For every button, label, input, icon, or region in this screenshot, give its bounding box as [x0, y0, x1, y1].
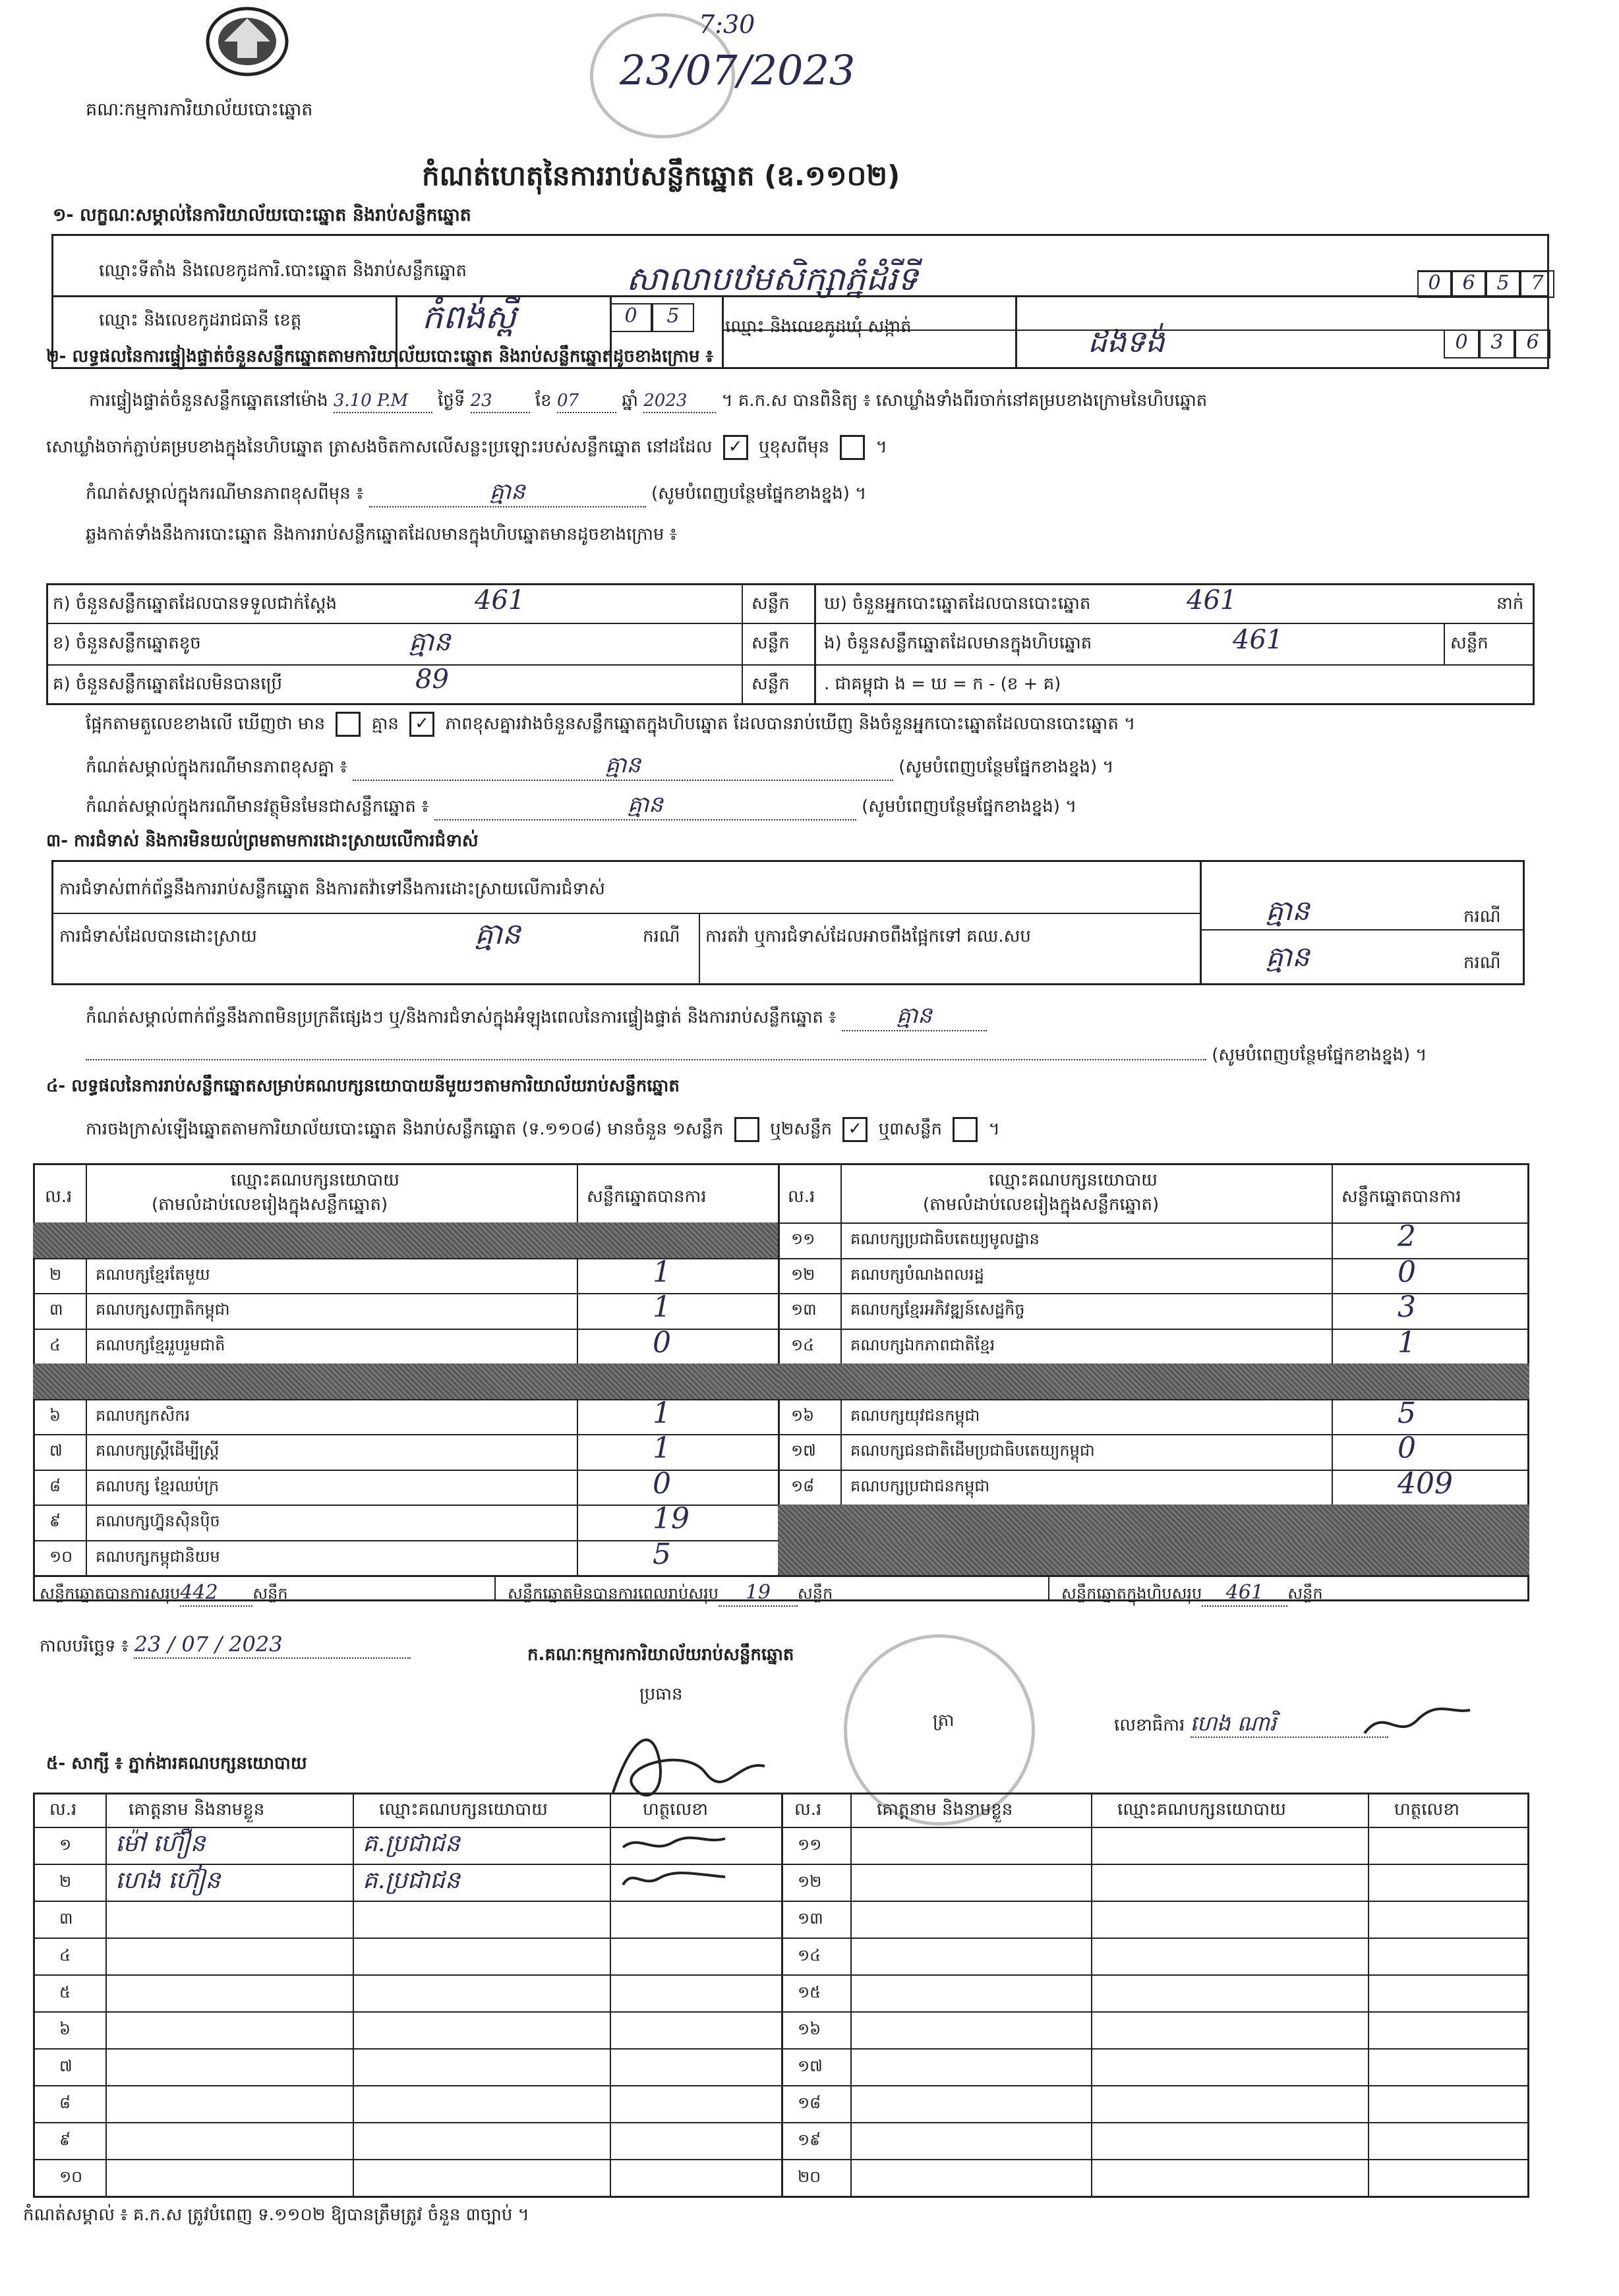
results-row-no: ៨: [49, 1476, 61, 1495]
verification-time-label: ការផ្ទៀងផ្ទាត់ចំនួនសន្លឹកឆ្នោតនៅម៉ោង: [89, 391, 328, 411]
section5-title: ៥- សាក្សី ៖ ភ្នាក់ងារគណបក្សនយោបាយ: [46, 1754, 307, 1773]
results-row-no: ៧: [49, 1441, 63, 1460]
results-row-no: ១៣: [791, 1300, 817, 1319]
verification-statement: ។ គ.ក.ស បានពិនិត្យ ៖ សោឃ្លាំងទាំងពីរចាក់នៅគម្របខាងក្រោមនៃហិបឆ្នោត: [721, 391, 1208, 411]
results-row-divider: [778, 1434, 1529, 1435]
witness-row-no-right: ១៧: [798, 2057, 823, 2075]
witness-row-no-right: ១៨: [798, 2094, 821, 2112]
results-row-votes: 3: [1398, 1290, 1416, 1324]
difference-line: [86, 712, 1135, 737]
commune-value: ដងទង់: [1088, 324, 1165, 359]
witness-party: គ.ប្រជាជន: [363, 1867, 460, 1894]
total-valid-value: 442: [180, 1580, 252, 1607]
commune-code-digit: 6: [1515, 330, 1550, 359]
results-row-votes: 19: [653, 1502, 690, 1535]
month-label: ខែ: [535, 391, 552, 411]
witness-row-divider: [33, 2122, 1529, 2123]
one-sheet-checkbox[interactable]: [734, 1117, 759, 1142]
secretary-value: ហេង ណារិ: [1191, 1710, 1388, 1738]
results-col-party2-left: (តាមលំដាប់លេខរៀងក្នុងសន្លឹកឆ្នោត): [152, 1195, 388, 1215]
results-row-votes: 1: [653, 1255, 671, 1289]
results-col-party-right: ឈ្មោះគណបក្សនយោបាយ: [989, 1170, 1158, 1190]
witness-row-no-right: ១១: [798, 1835, 822, 1854]
results-row-divider: [778, 1329, 1529, 1330]
unused-label: គ) ចំនួនសន្លឹកឆ្នោតដែលមិនបានប្រើ: [53, 674, 282, 694]
in-box-label: ង) ចំនួនសន្លឹកឆ្នោតដែលមានក្នុងហិបឆ្នោត: [824, 633, 1092, 653]
witness-col-sign-left: ហត្ថលេខា: [643, 1800, 709, 1820]
witness-party: គ.ប្រជាជន: [363, 1830, 460, 1857]
note2-label: កំណត់សម្គាល់ក្នុងករណីមានវត្ថុមិនមែនជាសន្លឹកឆ្នោត ៖: [86, 797, 429, 817]
witness-col-no-left: ល.រ: [49, 1800, 77, 1820]
form-title: កំណត់ហេតុនៃការរាប់សន្លឹកឆ្នោត (ឧ.១១០២): [422, 159, 900, 192]
two-sheets-checkbox[interactable]: ✓: [842, 1117, 868, 1142]
witness-name: ហេង ហ៊ៀន: [115, 1867, 221, 1894]
results-row-shaded: [778, 1363, 1529, 1399]
witness-row-divider: [33, 1937, 1529, 1939]
unchanged-checkbox[interactable]: ✓: [723, 435, 748, 460]
secretary: [1114, 1710, 1388, 1738]
has-difference-checkbox[interactable]: [336, 712, 361, 737]
unused-unit: សន្លឹក: [751, 674, 790, 694]
results-row-no: ១០: [49, 1547, 73, 1566]
results-row-divider: [778, 1399, 1529, 1400]
results-row-divider: [33, 1575, 778, 1576]
received-value: 461: [475, 585, 525, 616]
irregularity-label: កំណត់សម្គាល់ពាក់ព័ន្ធនឹងភាពមិនប្រក្រតីផ្សេងៗ ឬ/និងការជំទាស់ក្នុងអំឡុងពេលនៃការផ្ទៀងផ្ទាត់ និងការរាប់សន្លឹកឆ្នោត ៖: [86, 1008, 837, 1027]
unused-value: 89: [415, 664, 449, 695]
total-valid: [40, 1580, 288, 1607]
province-code-digit: 5: [652, 303, 694, 332]
witness-signature-2: [620, 1865, 732, 1894]
irregularity-note: [86, 1002, 987, 1031]
witness-row-no-right: ២០: [798, 2167, 821, 2186]
spoiled-unit: សន្លឹក: [751, 633, 790, 653]
results-row-no: ២: [49, 1265, 62, 1284]
results-row-shaded: [778, 1540, 1529, 1576]
results-row-party: គណបក្សជនជាតិដើមប្រជាធិបតេយ្យកម្ពុជា: [850, 1441, 1095, 1460]
complaints-row1: ការជំទាស់ពាក់ព័ន្ធនឹងការរាប់សន្លឹកឆ្នោត និងការតវ៉ាទៅនឹងការដោះស្រាយលើការជំទាស់: [59, 879, 605, 899]
note1-end: (សូមបំពេញបន្ថែមផ្នែកខាងខ្នង) ។: [898, 757, 1114, 777]
changed-checkbox[interactable]: [840, 435, 865, 460]
complaints-top-value: គ្មាន: [1266, 894, 1310, 927]
three-sheets-label: ឬ៣សន្លឹក: [878, 1119, 943, 1139]
location-value: សាលាបឋមសិក្សាភ្នំដំរីទី: [626, 260, 918, 298]
irregularity-end-line: [86, 1045, 1427, 1066]
results-col-party2-right: (តាមលំដាប់លេខរៀងក្នុងសន្លឹកឆ្នោត): [923, 1195, 1160, 1215]
total-in-box-label: សន្លឹកឆ្នោតក្នុងហិបសរុប: [1061, 1584, 1202, 1603]
results-row-party: គណបក្សស្ត្រីដើម្បីស្ត្រី: [96, 1441, 220, 1460]
results-row-party: គណបក្សខ្មែររួបរួមជាតិ: [96, 1335, 225, 1354]
complaints-top-unit: ករណី: [1463, 907, 1501, 927]
results-row-divider: [778, 1293, 1529, 1294]
emblem-logo: [204, 5, 290, 78]
report-date: [40, 1631, 411, 1659]
witness-signature-1: [620, 1831, 732, 1860]
committee-title: ក.គណៈកម្មការការិយាល័យរាប់សន្លឹកឆ្នោត: [527, 1645, 794, 1665]
change-note-value: គ្មាន: [369, 478, 646, 507]
chair-label: ប្រធាន: [639, 1684, 683, 1704]
witness-row-no: ៩: [59, 2131, 71, 2149]
results-row-party: គណបក្សខ្មែរតែមួយ: [96, 1265, 210, 1284]
formula-label: . ជាគម្ពុជា ង = ឃ = ក - (ខ + គ): [824, 674, 1061, 694]
results-row-votes: 5: [653, 1537, 671, 1571]
code-digit: 7: [1520, 270, 1554, 298]
witness-row-divider: [33, 1864, 1529, 1865]
results-row-votes: 409: [1398, 1466, 1453, 1501]
results-row-divider: [778, 1258, 1529, 1259]
witness-row-divider: [33, 2085, 1529, 2086]
resolved-label: ការជំទាស់ដែលបានដោះស្រាយ: [59, 927, 257, 946]
total-valid-label: សន្លឹកឆ្នោតបានការសរុប: [40, 1584, 181, 1603]
no-difference-checkbox[interactable]: ✓: [409, 712, 434, 737]
results-row-party: គណបក្សបំណងពលរដ្ឋ: [850, 1265, 984, 1284]
results-col-votes-right: សន្លឹកឆ្នោតបានការ: [1341, 1187, 1461, 1207]
in-box-value: 461: [1233, 625, 1283, 655]
verification-line: [89, 390, 1207, 413]
results-row-no: ៦: [49, 1406, 61, 1425]
results-row-no: ១៤: [791, 1335, 815, 1354]
note1-value: គ្មាន: [353, 751, 893, 781]
results-row-no: ១៨: [791, 1476, 815, 1495]
results-col-no-right: ល.រ: [788, 1187, 815, 1207]
results-row-votes: 5: [1398, 1396, 1416, 1430]
tally-sheet-line: ការចងក្រាស់ឡើងឆ្នោតតាមការិយាល័យបោះឆ្នោត និងរាប់សន្លឹកឆ្នោត (ទ.១១០៨) មានចំនួន ១សន្លឹក ឬ២សន្លឹក ✓ ឬ៣សន្លឹក ។: [86, 1117, 1000, 1142]
location-label: ឈ្មោះទីតាំង និងលេខកូដការិ.បោះឆ្នោត និងរាប់សន្លឹកឆ្នោត: [99, 261, 467, 281]
month-value: 07: [557, 390, 616, 413]
ballot-summary-intro: ឆ្លងកាត់ទាំងនឹងការបោះឆ្នោត និងការរាប់សន្លឹកឆ្នោតដែលមានក្នុងហិបឆ្នោតមានដូចខាងក្រោម ៖: [86, 525, 678, 544]
witness-col-no-right: ល.រ: [794, 1800, 822, 1820]
results-row-votes: 2: [1398, 1220, 1416, 1253]
witness-row-no: ១០: [59, 2167, 83, 2186]
results-row-party: គណបក្ស ខ្មែរឈប់ក្រ: [96, 1476, 220, 1495]
section2-title: ២- លទ្ធផលនៃការផ្ទៀងផ្ទាត់ចំនួនសន្លឹកឆ្នោតតាមការិយាល័យបោះឆ្នោត និងរាប់សន្លឹកឆ្នោតដូចខាងក្រោម ៖: [46, 347, 713, 366]
change-note-end: (សូមបំពេញបន្ថែមផ្នែកខាងខ្នង) ។: [651, 484, 867, 503]
province-value: កំពង់ស្ពឺ: [422, 298, 516, 336]
code-digit: 5: [1486, 270, 1520, 298]
total-invalid: [508, 1580, 833, 1607]
witness-row-no: ១: [59, 1835, 72, 1854]
witness-row-no-right: ១៣: [798, 1909, 823, 1928]
results-row-shaded: [33, 1222, 778, 1258]
change-note-line: [86, 478, 866, 507]
three-sheets-checkbox[interactable]: [953, 1117, 978, 1142]
results-row-votes: 1: [653, 1290, 671, 1324]
results-row-votes: 0: [1398, 1431, 1416, 1465]
tally-sheet-statement: ការចងក្រាស់ឡើងឆ្នោតតាមការិយាល័យបោះឆ្នោត និងរាប់សន្លឹកឆ្នោត (ទ.១១០៨) មានចំនួន ១សន្លឹក: [86, 1119, 724, 1139]
results-row-party: គណបក្សកសិករ: [96, 1406, 191, 1425]
received-unit: សន្លឹក: [751, 594, 790, 614]
witness-col-party-left: ឈ្មោះគណបក្សនយោបាយ: [379, 1800, 548, 1820]
results-row-votes: 1: [653, 1396, 671, 1430]
secretary-signature: [1358, 1700, 1477, 1749]
results-col-votes-left: សន្លឹកឆ្នោតបានការ: [587, 1187, 707, 1207]
witness-row-no: ៨: [59, 2094, 71, 2112]
witness-row-divider: [33, 2048, 1529, 2050]
resolved-unit: ករណី: [643, 927, 680, 946]
results-row-no: ១២: [791, 1265, 815, 1284]
results-row-party: គណបក្សប្រជាធិបតេយ្យមូលដ្ឋាន: [850, 1230, 1040, 1248]
handwritten-time: 7:30: [699, 10, 755, 39]
section1-title: ១- លក្ខណៈសម្គាល់នៃការិយាល័យបោះឆ្នោត និងរាប់សន្លឹកឆ្នោត: [53, 205, 471, 225]
day-value: 23: [471, 390, 530, 413]
province-label: ឈ្មោះ និងលេខកូដរាជធានី ខេត្ត: [99, 310, 302, 330]
agency-name: គណៈកម្មការការិយាល័យបោះឆ្នោត: [86, 100, 313, 120]
results-row-votes: 0: [653, 1325, 671, 1360]
footer-note: កំណត់សម្គាល់ ៖ គ.ក.ស ត្រូវបំពេញ ទ.១១០២ ឱ្យបានត្រឹមត្រូវ ចំនួន ៣ច្បាប់ ។: [23, 2205, 529, 2225]
witness-row-no-right: ១២: [798, 1872, 822, 1891]
results-col-no-left: ល.រ: [45, 1187, 73, 1207]
results-row-party: គណបក្សឯកភាពជាតិខ្មែរ: [850, 1335, 995, 1354]
total-in-box-value: 461: [1202, 1580, 1287, 1607]
total-valid-unit: សន្លឹក: [252, 1584, 288, 1603]
year-label: ឆ្នាំ: [622, 391, 638, 411]
witness-row-no: ៤: [59, 1946, 71, 1965]
seal-line: សោឃ្លាំងចាក់ភ្ជាប់គម្របខាងក្នុងនៃហិបឆ្នោត ត្រាសងចិតកាសលើសន្លះប្រឡោះរបស់សន្លឹកឆ្នោត នៅដដែល ✓ ឬខុសពីមុន ។: [46, 435, 887, 460]
code-digit: 0: [1417, 270, 1452, 298]
witness-row-divider: [33, 1974, 1529, 1976]
total-in-box: [1061, 1580, 1323, 1607]
witness-name: ម៉ៅ ហ៊ឿន: [115, 1830, 206, 1857]
verification-time: 3.10 P.M: [334, 390, 432, 413]
change-note-label: កំណត់សម្គាល់ក្នុងករណីមានភាពខុសពីមុន ៖: [86, 484, 364, 503]
results-row-votes: 1: [653, 1431, 671, 1465]
report-date-value: 23 / 07 / 2023: [134, 1631, 411, 1659]
spoiled-value: គ្មាន: [409, 627, 451, 657]
results-row-no: ៤: [49, 1335, 61, 1354]
irregularity-value: គ្មាន: [842, 1002, 987, 1031]
code-digit: 6: [1452, 270, 1486, 298]
results-row-votes: 0: [653, 1466, 671, 1501]
secretary-label: លេខាធិការ: [1114, 1715, 1185, 1735]
results-row-shaded: [33, 1363, 778, 1399]
witness-row-no: ៦: [59, 2020, 71, 2038]
received-label: ក) ចំនួនសន្លឹកឆ្នោតដែលបានទទួលជាក់ស្តែង: [53, 594, 338, 614]
commune-code-digit: 3: [1479, 330, 1515, 359]
witness-row-no-right: ១៤: [798, 1946, 821, 1965]
no-difference-label: គ្មាន: [371, 714, 399, 734]
spoiled-label: ខ) ចំនួនសន្លឹកឆ្នោតខូច: [53, 633, 201, 653]
results-row-no: ១១: [791, 1230, 815, 1248]
day-label: ថ្ងៃទី: [438, 391, 465, 411]
voters-unit: នាក់: [1496, 594, 1524, 614]
note2-value: គ្មាន: [434, 791, 856, 820]
voters-value: 461: [1187, 585, 1237, 616]
province-code-digit: 0: [610, 303, 652, 332]
changed-label: ឬខុសពីមុន: [758, 437, 830, 457]
commune-code-digit: 0: [1444, 330, 1479, 359]
year-value: 2023: [643, 390, 716, 413]
witness-col-name-right: គោត្តនាម និងនាមខ្លួន: [877, 1800, 1013, 1820]
witness-row-divider: [33, 2011, 1529, 2013]
results-row-votes: 1: [1398, 1325, 1416, 1360]
appeal-unit: ករណី: [1463, 953, 1501, 973]
handwritten-date: 23/07/2023: [620, 46, 856, 94]
results-row-no: ៩: [49, 1512, 61, 1530]
total-invalid-unit: សន្លឹក: [797, 1584, 833, 1603]
note2-line: [86, 791, 1076, 820]
difference-statement: ផ្អែកតាមតួលេខខាងលើ ឃើញថា មាន: [86, 714, 326, 734]
section3-title: ៣- ការជំទាស់ និងការមិនយល់ព្រមតាមការដោះស្រាយលើការជំទាស់: [46, 831, 479, 851]
results-row-divider: [778, 1575, 1529, 1576]
appeal-label: ការតវ៉ា ឬការជំទាស់ដែលអាចពឹងផ្អែកទៅ គឈ.សប: [705, 927, 1031, 946]
results-row-no: ៣: [49, 1300, 63, 1319]
note1-line: [86, 751, 1114, 781]
results-row-shaded: [778, 1505, 1529, 1540]
resolved-value: គ្មាន: [475, 917, 521, 951]
section4-title: ៤- លទ្ធផលនៃការរាប់សន្លឹកឆ្នោតសម្រាប់គណបក្សនយោបាយនីមួយៗតាមការិយាល័យរាប់សន្លឹកឆ្នោត: [46, 1076, 680, 1096]
note1-label: កំណត់សម្គាល់ក្នុងករណីមានភាពខុសគ្នា ៖: [86, 757, 347, 777]
witness-row-no: ៣: [59, 1909, 73, 1928]
results-row-party: គណបក្សសញ្ជាតិកម្ពុជា: [96, 1300, 230, 1319]
witness-col-sign-right: ហត្ថលេខា: [1394, 1800, 1460, 1820]
results-col-party-left: ឈ្មោះគណបក្សនយោបាយ: [231, 1170, 399, 1190]
results-row-no: ១៧: [791, 1441, 816, 1460]
irregularity-end: (សូមបំពេញបន្ថែមផ្នែកខាងខ្នង) ។: [1212, 1045, 1427, 1065]
witness-row-no: ៥: [59, 1983, 71, 2001]
witness-row-divider: [33, 1901, 1529, 1902]
report-date-label: កាលបរិច្ឆេទ ៖: [40, 1636, 129, 1656]
two-sheets-label: ឬ២សន្លឹក: [770, 1119, 833, 1139]
results-row-votes: 0: [1398, 1255, 1416, 1289]
witness-row-no: ៧: [59, 2057, 73, 2075]
witness-col-party-right: ឈ្មោះគណបក្សនយោបាយ: [1117, 1800, 1286, 1820]
witness-row-no-right: ១៦: [798, 2020, 821, 2038]
note2-end: (សូមបំពេញបន្ថែមផ្នែកខាងខ្នង) ។: [862, 797, 1077, 817]
results-row-party: គណបក្សកម្ពុជានិយម: [96, 1547, 220, 1566]
witness-row-no-right: ១៩: [798, 2131, 821, 2149]
results-row-no: ១៦: [791, 1406, 815, 1425]
witness-row-no: ២: [59, 1872, 72, 1891]
in-box-unit: សន្លឹក: [1450, 633, 1488, 653]
seal-statement: សោឃ្លាំងចាក់ភ្ជាប់គម្របខាងក្នុងនៃហិបឆ្នោត ត្រាសងចិតកាសលើសន្លះប្រឡោះរបស់សន្លឹកឆ្នោត នៅដដែល: [46, 437, 713, 457]
witness-row-no-right: ១៥: [798, 1983, 821, 2001]
witness-row-divider: [33, 1827, 1529, 1828]
witness-row-divider: [33, 2159, 1529, 2160]
appeal-value: គ្មាន: [1266, 940, 1310, 973]
total-invalid-label: សន្លឹកឆ្នោតមិនបានការពេលរាប់សរុប: [508, 1584, 719, 1603]
difference-description: ភាពខុសគ្នារវាងចំនួនសន្លឹកឆ្នោតក្នុងហិបឆ្នោត ដែលបានរាប់ឃើញ និងចំនួនអ្នកបោះឆ្នោតដែលបានបោះឆ្នោត ។: [445, 714, 1136, 734]
results-row-party: គណបក្សហ្វ៊ុនស៊ិនប៉ិច: [96, 1512, 220, 1530]
stamp-label: ត្រា: [933, 1711, 955, 1731]
commune-label: ឈ្មោះ និងលេខកូដឃុំ សង្កាត់: [725, 317, 912, 337]
results-row-party: គណបក្សខ្មែរអភិវឌ្ឍន៍សេដ្ឋកិច្ច: [850, 1300, 1025, 1319]
results-row-party: គណបក្សយុវជនកម្ពុជា: [850, 1406, 980, 1425]
total-in-box-unit: សន្លឹក: [1287, 1584, 1323, 1603]
witness-col-name-left: គោត្តនាម និងនាមខ្លួន: [129, 1800, 265, 1820]
results-row-party: គណបក្សប្រជាជនកម្ពុជា: [850, 1476, 990, 1495]
total-invalid-value: 19: [719, 1580, 798, 1607]
voters-label: ឃ) ចំនួនអ្នកបោះឆ្នោតដែលបានបោះឆ្នោត: [824, 594, 1091, 614]
